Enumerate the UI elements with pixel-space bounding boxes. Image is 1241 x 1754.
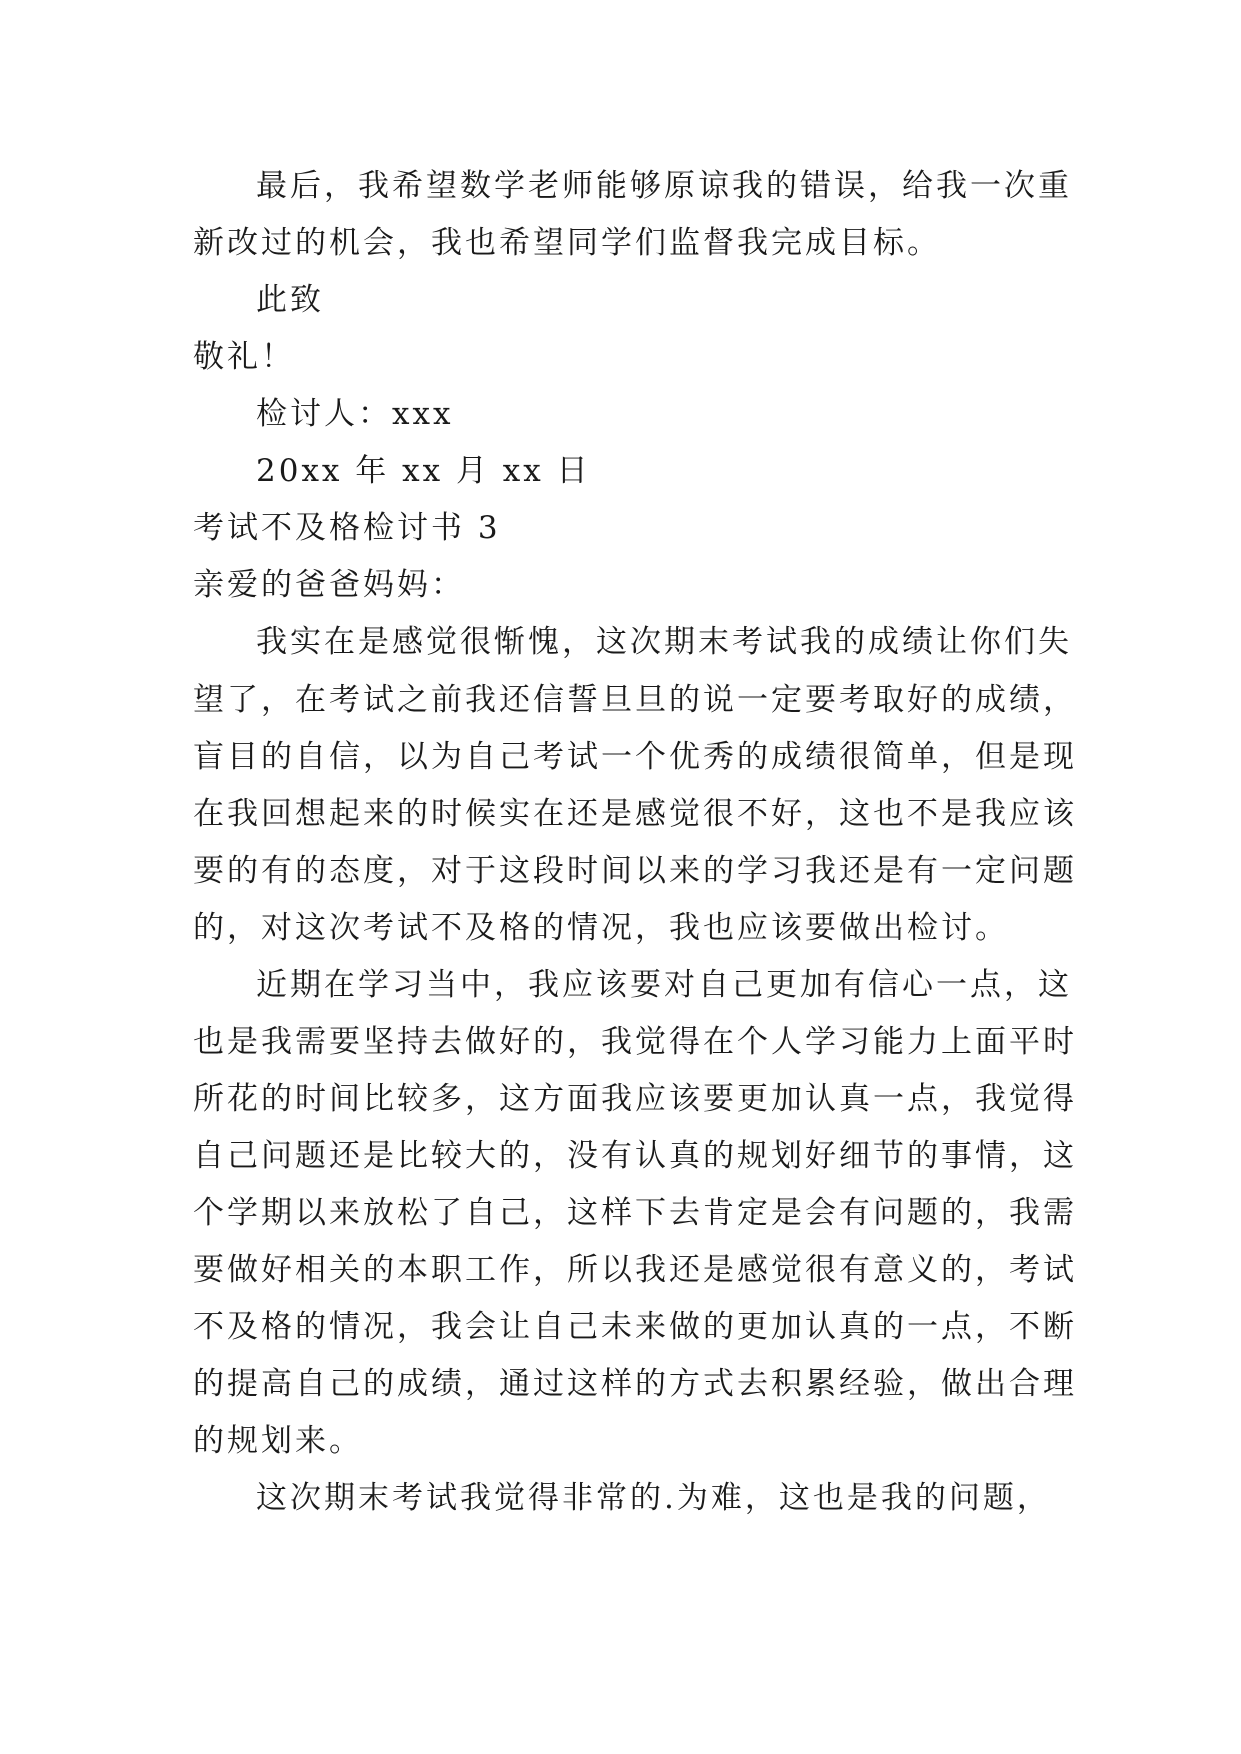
text-line: 也是我需要坚持去做好的，我觉得在个人学习能力上面平时 [193,1024,1077,1060]
text-line: 在我回想起来的时候实在还是感觉很不好，这也不是我应该 [193,796,1077,832]
text-line: 所花的时间比较多，这方面我应该要更加认真一点，我觉得 [193,1081,1077,1117]
text-line: 的，对这次考试不及格的情况，我也应该要做出检讨。 [193,910,1009,946]
text-line: 个学期以来放松了自己，这样下去肯定是会有问题的，我需 [193,1195,1077,1231]
text-line: 盲目的自信，以为自己考试一个优秀的成绩很简单，但是现 [193,739,1077,775]
text-line: 的规划来。 [193,1423,363,1459]
greeting-line: 亲爱的爸爸妈妈： [193,567,465,603]
text-line: 望了，在考试之前我还信誓旦旦的说一定要考取好的成绩， [193,682,1077,718]
text-line: 要的有的态度，对于这段时间以来的学习我还是有一定问题 [193,853,1077,889]
text-line: 这次期末考试我觉得非常的.为难，这也是我的问题， [256,1480,1051,1516]
salutation-line: 此致 [256,282,324,318]
section-title: 考试不及格检讨书 3 [193,510,501,546]
text-line: 的提高自己的成绩，通过这样的方式去积累经验，做出合理 [193,1366,1077,1402]
signature-line: 检讨人：xxx [256,396,454,432]
text-line: 自己问题还是比较大的，没有认真的规划好细节的事情，这 [193,1138,1077,1174]
text-line: 近期在学习当中，我应该要对自己更加有信心一点，这 [256,967,1072,1003]
text-line: 要做好相关的本职工作，所以我还是感觉很有意义的，考试 [193,1252,1077,1288]
text-line: 新改过的机会，我也希望同学们监督我完成目标。 [193,225,941,261]
text-line: 最后，我希望数学老师能够原谅我的错误，给我一次重 [256,168,1072,204]
text-line: 我实在是感觉很惭愧，这次期末考试我的成绩让你们失 [256,624,1072,660]
text-line: 不及格的情况，我会让自己未来做的更加认真的一点，不断 [193,1309,1077,1345]
date-line: 20xx 年 xx 月 xx 日 [256,453,591,489]
salutation-line: 敬礼！ [193,339,295,375]
